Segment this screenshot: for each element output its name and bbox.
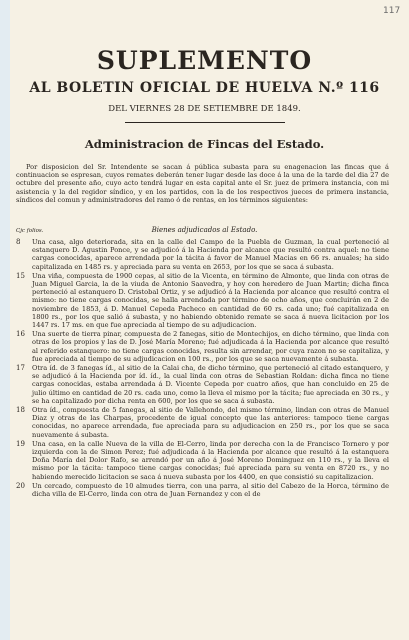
- entry-number: 15: [16, 271, 25, 280]
- property-list: [16, 238, 389, 499]
- bulletin-subtitle: AL BOLETIN OFICIAL DE HUELVA N.º 116: [29, 80, 380, 96]
- list-item: [16, 238, 389, 272]
- list-item: [16, 364, 389, 406]
- entry-text: Un cercado, compuesto de 10 almudes tierra, con una parra, al sitio del Cabezo de la Horca, término de dicha villa de El-Cerro, linda con otra de Juan Fernandez y con el de: [32, 481, 389, 499]
- margin-label: Cjc folios.: [16, 228, 44, 234]
- section-title: Administracion de Fincas del Estado.: [84, 137, 325, 151]
- entry-text: Otra íd., compuesta de 5 fanegas, al sitio de Vallehondo, del mismo término, lindan con otras de Manuel Diaz y otras de las Charpas, procedente de igual concepto que las anteriores: tampoco tiene cargas conocidas, no aparece arrendada, fue apreciada para su adjudicacion en 250 rs., por los que se saca nuevamente á subasta.: [32, 406, 389, 439]
- entry-text: Una casa, en la calle Nueva de la villa de El-Cerro, linda por derecha con la de Francisco Tornero y por izquierda con la de Simon Perez; fué adjudicada á la Hacienda por alcance que resultó á la estanquera Doña María del Dolor Rafo, se arrendó por un año á José Moreno Dominguez en 110 rs., y la lleva el mismo por la tácita: tampoco tiene cargas conocidas; fué apreciada para su venta en 8720 rs., y no habiendo merecido licitacion se saca á nueva subasta por los 4400, en que consistió su capitalizacion.: [32, 439, 389, 481]
- entry-number: 8: [16, 238, 21, 246]
- header-divider: [125, 122, 285, 123]
- list-item: [16, 440, 389, 482]
- issue-dateline: DEL VIERNES 28 DE SETIEMBRE DE 1849.: [108, 104, 301, 114]
- supplement-title: SUPLEMENTO: [96, 46, 313, 75]
- subsection-title: Bienes adjudicados al Estado.: [151, 226, 258, 234]
- entry-number: 20: [16, 481, 25, 490]
- intro-paragraph: Por disposicion del Sr. Intendente se sacan á pública subasta para su enagenacion las fincas que á continuacion se espresan, cuyos remates deberán tener lugar desde las doce á la una de la tarde del dia 27 de octubre del presente año, cuyo acto tendrá lugar en esta capital ante el Sr. juez de primera instancia, con mi asistencia y la del regidor síndico, y en los partidos, con la de los respectivos jueces de primera instancia, síndicos del comun y administradores del ramo ó de rentas, en los términos siguientes:: [16, 163, 389, 204]
- entry-number: 18: [16, 406, 25, 415]
- left-margin-tab: [0, 0, 10, 640]
- list-item: [16, 272, 389, 330]
- list-item: [16, 406, 389, 440]
- entry-text: Otra íd. de 3 fanegas íd., al sitio de la Calai cha, de dicho término, que perteneció al citado estanquero, y se adjudicó á la Hacienda por íd. íd., la cual linda con otras de Sebastian Roldan: dicha finca no tiene cargas conocidas, estaba arrendada á D. Vicente Cepeda por cuatro años, que han concluido en 25 de julio último en cantidad de 20 rs. cada uno, como la lleva el mismo por la tácita; fue apreciada en 30 rs., y se ha capitalizado por dicha renta en 600, por los que se saca á subasta.: [32, 364, 389, 405]
- entry-number: 17: [16, 364, 25, 373]
- list-item: [16, 330, 389, 364]
- list-item: [16, 482, 389, 499]
- page-folio: 117: [383, 6, 401, 16]
- entry-number: 16: [16, 330, 25, 339]
- entry-text: Una viña, compuesta de 1900 cepas, al sitio de la Vicenta, en término de Almonte, que linda con otras de Juan Miguel Garcia, la de la viuda de Antonio Saavedra, y hoy con heredero de Juan Martin; dicha finca perteneció al estanquero D. Cristobal Ortiz, y se adjudicó á la Hacienda por alcance que resultó contra el mismo: no tiene cargas conocidas, se halla arrendada por término de ocho años, que concluirán en 2 de noviembre de 1853, á D. Manuel Cepeda Pacheco en cantidad de 60 rs. cada uno; fué capitalizada en 1800 rs., por los que salió á subasta, y no habiendo obtenido remate se saca á nueva licitacion por los 1447 rs. 17 ms. en que fue apreciada al tiempo de su adjudicacion.: [32, 271, 389, 330]
- entry-number: 19: [16, 439, 25, 448]
- entry-text: Una casa, algo deteriorada, sita en la calle del Campo de la Puebla de Guzman, la cual perteneció al estanquero D. Agustin Ponce, y se adjudicó á la Hacienda por alcance que resultó contra aquel: no tiene cargas conocidas, aparece arrendada por la tácita á favor de Manuel Macias en 66 rs. anuales; ha sido capitalizada en 1485 rs. y apreciada para su venta en 2653, por los que se saca á subasta.: [32, 238, 389, 271]
- entry-text: Una suerte de tierra pinar, compuesta de 2 fanegas, sitio de Montechijos, en dicho término, que linda con otras de los propios y las de D. José María Moreno; fué adjudicada á la Hacienda por alcance que resultó al referido estanquero: no tiene cargas conocidas, resulta sin arrendar, por cuya razon no se capitaliza, y fue apreciada al tiempo de su adjudicacion en 100 rs., por los que se saca nuevamente á subasta.: [32, 330, 389, 363]
